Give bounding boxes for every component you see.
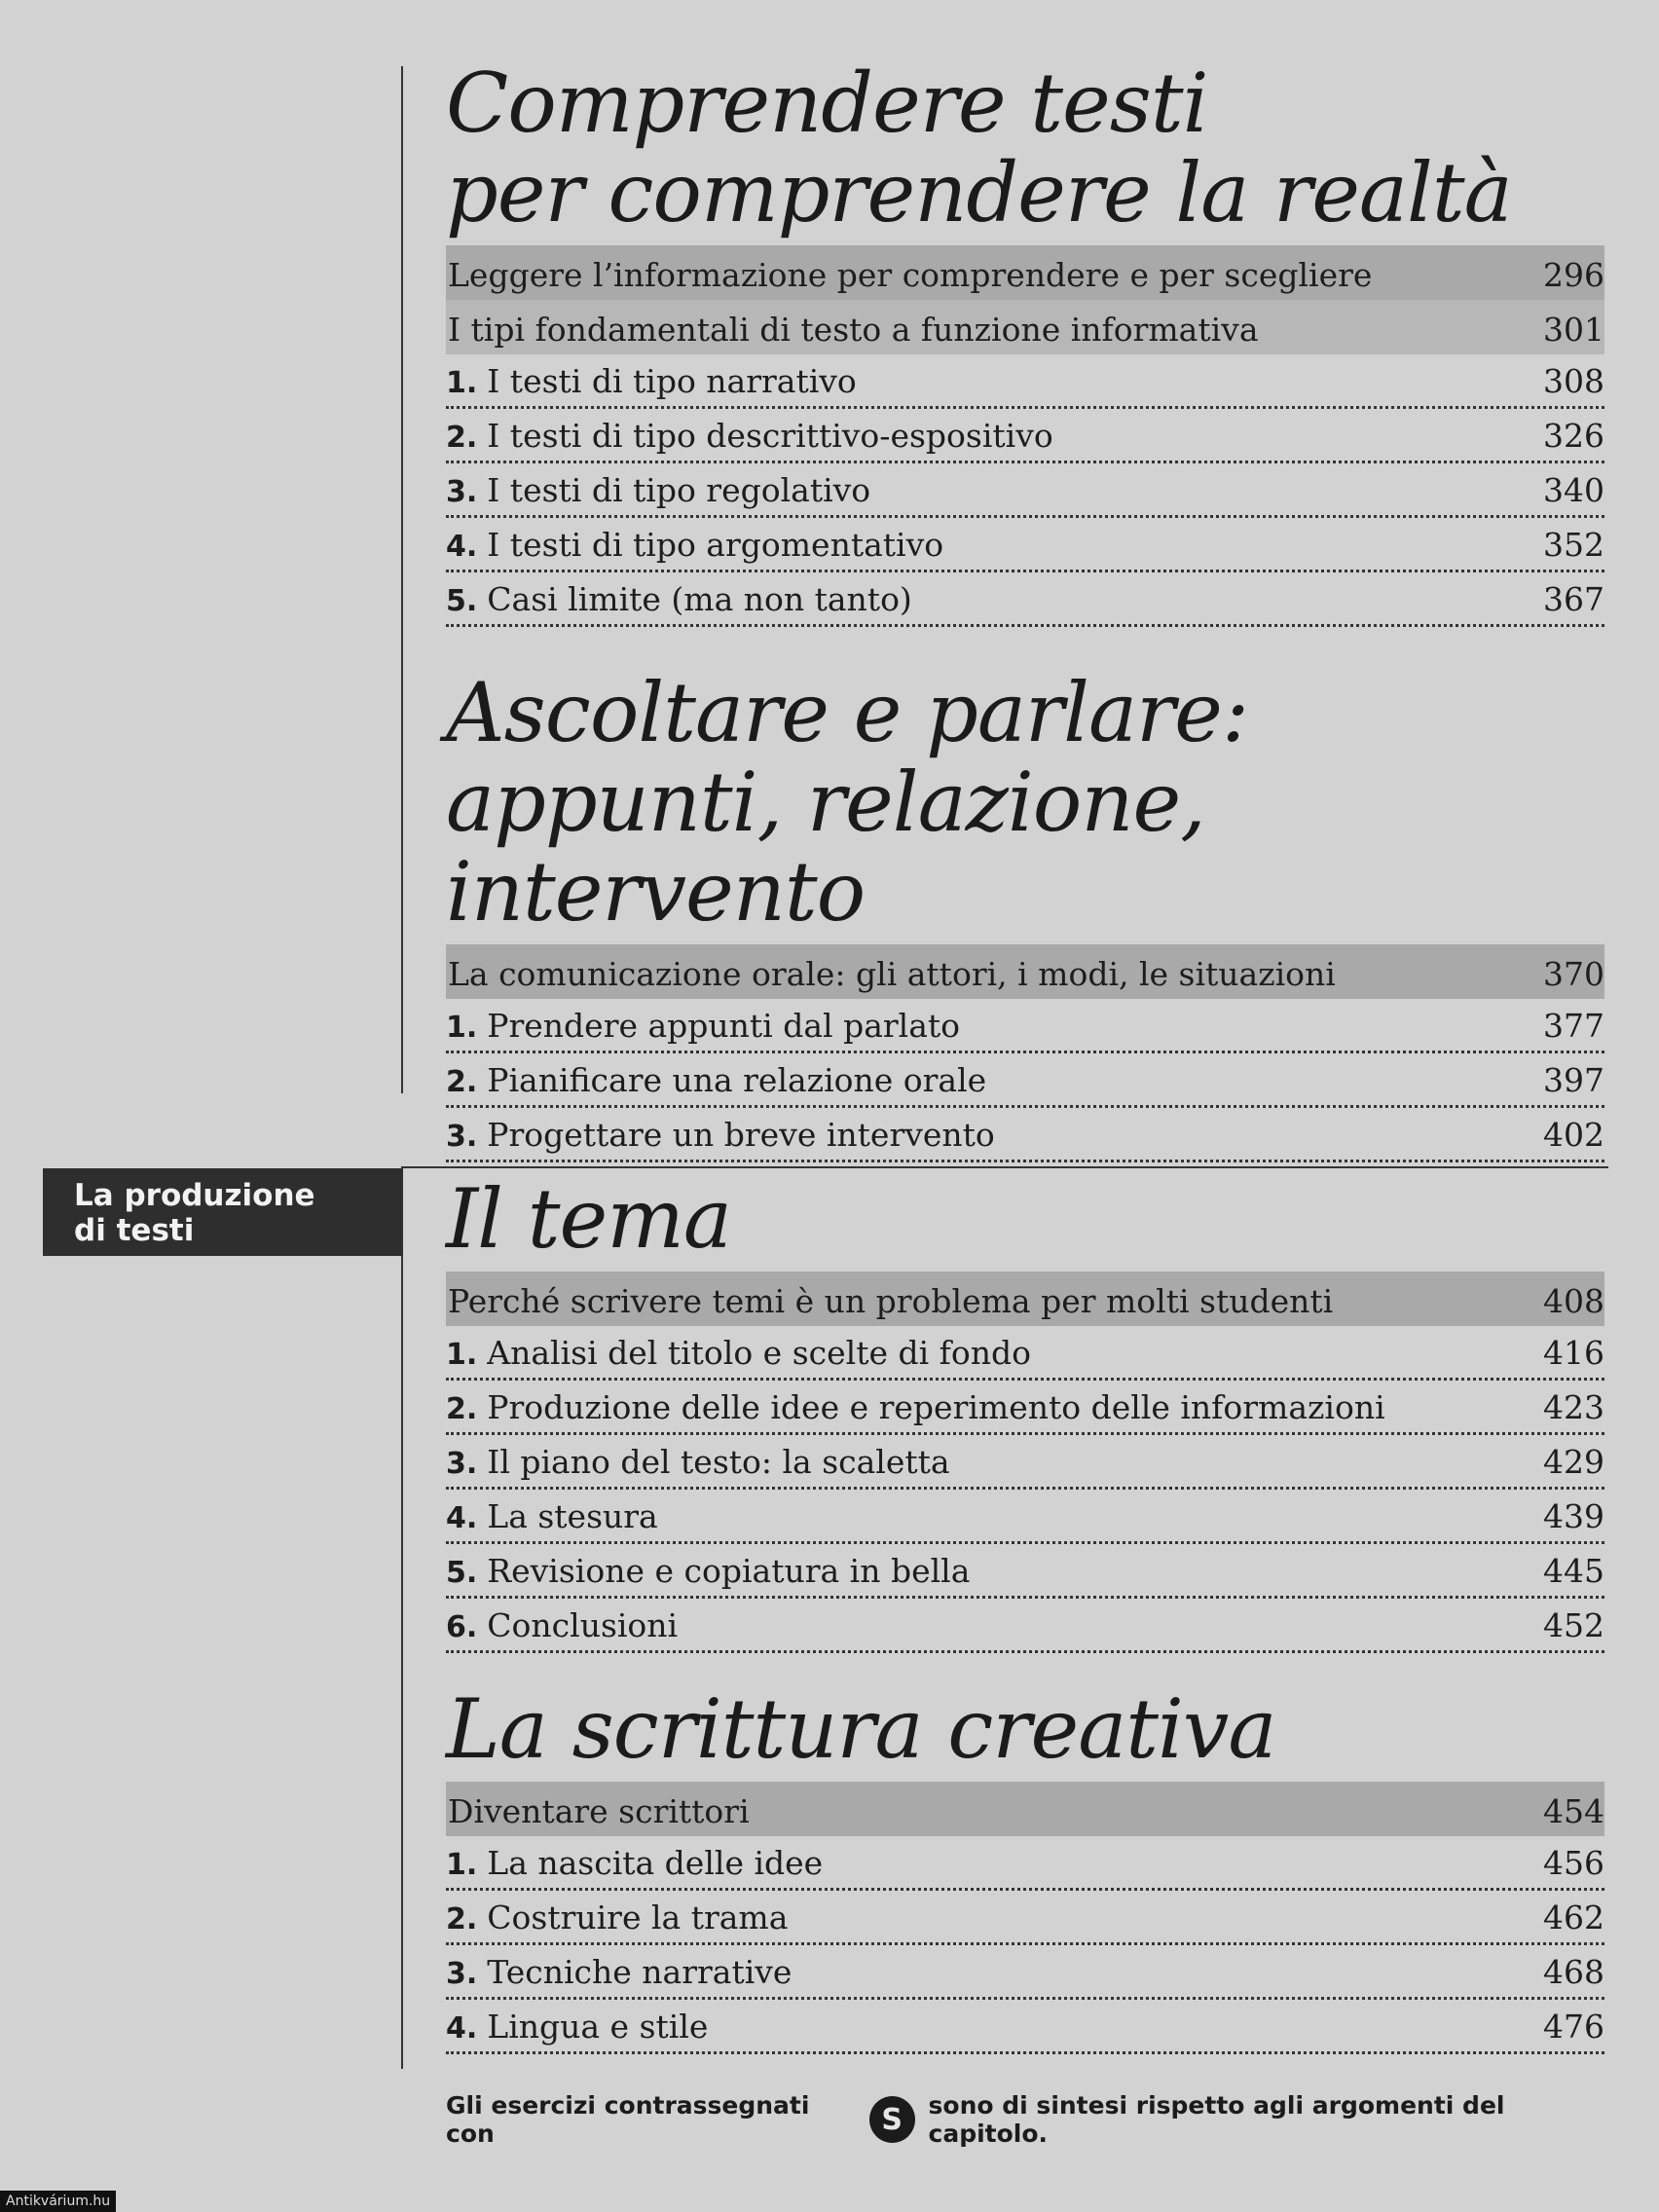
page-number: 352 — [1543, 526, 1604, 564]
page-number: 397 — [1543, 1061, 1604, 1099]
item-label: Revisione e copiatura in bella — [487, 1552, 971, 1590]
footer-text-before: Gli esercizi contrassegnati con — [446, 2091, 810, 2148]
chapter-comprendere-testi — [446, 55, 1604, 627]
page-number: 454 — [1543, 1792, 1604, 1830]
toc-item[interactable] — [446, 463, 1604, 518]
item-number: 4. — [446, 2011, 478, 2046]
item-label: Casi limite (ma non tanto) — [487, 580, 912, 618]
item-number: 4. — [446, 530, 478, 564]
section-tag — [43, 1168, 403, 1256]
chapter-title — [446, 665, 1604, 940]
intro-row[interactable] — [446, 1272, 1604, 1326]
item-label: Lingua e stile — [487, 2008, 709, 2046]
divider-vertical-top — [401, 66, 403, 1093]
section-tag-line2: di testi — [74, 1213, 195, 1248]
toc-item[interactable] — [446, 572, 1604, 627]
item-number: 2. — [446, 421, 478, 455]
chapter-title-line1: La scrittura creativa — [446, 1681, 1276, 1777]
chapter-title-line2: per comprendere la realtà — [446, 145, 1512, 240]
toc-item[interactable] — [446, 1544, 1604, 1599]
toc-item[interactable] — [446, 354, 1604, 409]
item-number: 3. — [446, 1447, 478, 1481]
page-number: 462 — [1543, 1899, 1604, 1936]
item-number: 5. — [446, 1556, 478, 1590]
toc-item[interactable] — [446, 1599, 1604, 1653]
item-label: La stesura — [487, 1497, 658, 1535]
item-number: 1. — [446, 1011, 478, 1045]
page-number: 377 — [1543, 1007, 1604, 1045]
toc-item[interactable] — [446, 1836, 1604, 1891]
toc-item[interactable] — [446, 1945, 1604, 2000]
item-label: Il piano del testo: la scaletta — [487, 1443, 950, 1481]
page-number: 416 — [1543, 1334, 1604, 1372]
item-label: Costruire la trama — [487, 1899, 789, 1936]
intro-row[interactable] — [446, 944, 1604, 999]
chapter-scrittura-creativa — [446, 1681, 1604, 2054]
intro-label: I tipi fondamentali di testo a funzione informativa — [448, 311, 1259, 349]
divider-vertical-bottom — [401, 1168, 403, 2069]
intro-label: Perché scrivere temi è un problema per molti studenti — [448, 1282, 1334, 1320]
item-number: 6. — [446, 1610, 478, 1644]
footer-text-after: sono di sintesi rispetto agli argomenti del capitolo. — [928, 2091, 1505, 2148]
page-number: 476 — [1543, 2008, 1604, 2046]
intro-row[interactable] — [446, 245, 1604, 300]
page-number: 367 — [1543, 580, 1604, 618]
item-label: Analisi del titolo e scelte di fondo — [487, 1334, 1031, 1372]
intro-row[interactable] — [446, 300, 1604, 354]
page-number: 423 — [1543, 1388, 1604, 1426]
toc-item[interactable] — [446, 1490, 1604, 1544]
item-label: Produzione delle idee e reperimento delle informazioni — [487, 1388, 1385, 1426]
toc-item[interactable] — [446, 1381, 1604, 1435]
intro-label: Diventare scrittori — [448, 1792, 750, 1830]
chapter-title-line1: Il tema — [446, 1171, 731, 1267]
page-number: 439 — [1543, 1497, 1604, 1535]
chapter-title-line1: Ascoltare e parlare: — [446, 665, 1249, 760]
sintesi-s-icon: S — [869, 2096, 915, 2143]
item-label: Prendere appunti dal parlato — [487, 1007, 960, 1045]
page-number: 429 — [1543, 1443, 1604, 1481]
item-label: I testi di tipo regolativo — [487, 471, 871, 509]
item-label: Progettare un breve intervento — [487, 1116, 995, 1154]
item-label: La nascita delle idee — [487, 1844, 824, 1882]
toc-item[interactable] — [446, 1053, 1604, 1108]
item-label: I testi di tipo descrittivo-espositivo — [487, 417, 1053, 455]
toc-item[interactable] — [446, 999, 1604, 1053]
intro-label: La comunicazione orale: gli attori, i modi, le situazioni — [448, 955, 1336, 993]
item-label: I testi di tipo argomentativo — [487, 526, 944, 564]
toc-item[interactable] — [446, 1891, 1604, 1945]
intro-label: Leggere l’informazione per comprendere e per scegliere — [448, 256, 1373, 294]
toc-item[interactable] — [446, 1435, 1604, 1490]
item-number: 2. — [446, 1392, 478, 1426]
chapter-il-tema — [446, 1171, 1604, 1653]
divider-horizontal — [401, 1166, 1608, 1168]
toc-item[interactable] — [446, 409, 1604, 463]
item-label: Conclusioni — [487, 1606, 679, 1644]
chapter-title — [446, 1681, 1604, 1777]
toc-item[interactable] — [446, 1108, 1604, 1162]
chapter-ascoltare-parlare — [446, 665, 1604, 1162]
page-number: 301 — [1543, 311, 1604, 349]
item-label: Pianificare una relazione orale — [487, 1061, 987, 1099]
item-number: 1. — [446, 366, 478, 400]
page-number: 296 — [1543, 256, 1604, 294]
watermark: Antikvárium.hu — [0, 2191, 116, 2212]
page-number: 340 — [1543, 471, 1604, 509]
chapter-title — [446, 55, 1604, 240]
item-number: 1. — [446, 1338, 478, 1372]
toc-item[interactable] — [446, 1326, 1604, 1381]
page-number: 402 — [1543, 1116, 1604, 1154]
page-number: 445 — [1543, 1552, 1604, 1590]
item-number: 2. — [446, 1065, 478, 1099]
item-number: 3. — [446, 1120, 478, 1154]
intro-row[interactable] — [446, 1782, 1604, 1836]
item-label: I testi di tipo narrativo — [487, 362, 857, 400]
chapter-title-line1: Comprendere testi — [446, 55, 1208, 151]
item-label: Tecniche narrative — [487, 1953, 793, 1991]
item-number: 5. — [446, 584, 478, 618]
item-number: 3. — [446, 475, 478, 509]
chapter-title-line2: appunti, relazione, intervento — [446, 755, 1205, 940]
footer-note — [446, 2091, 1614, 2148]
section-tag-line1: La produzione — [74, 1178, 315, 1213]
item-number: 2. — [446, 1902, 478, 1936]
item-number: 1. — [446, 1848, 478, 1882]
page-number: 370 — [1543, 955, 1604, 993]
page-number: 456 — [1543, 1844, 1604, 1882]
item-number: 4. — [446, 1501, 478, 1535]
toc-item[interactable] — [446, 2000, 1604, 2054]
page-number: 452 — [1543, 1606, 1604, 1644]
item-number: 3. — [446, 1957, 478, 1991]
page-number: 408 — [1543, 1282, 1604, 1320]
page-number: 326 — [1543, 417, 1604, 455]
chapter-title — [446, 1171, 1604, 1267]
toc-item[interactable] — [446, 518, 1604, 572]
page-number: 468 — [1543, 1953, 1604, 1991]
page-number: 308 — [1543, 362, 1604, 400]
